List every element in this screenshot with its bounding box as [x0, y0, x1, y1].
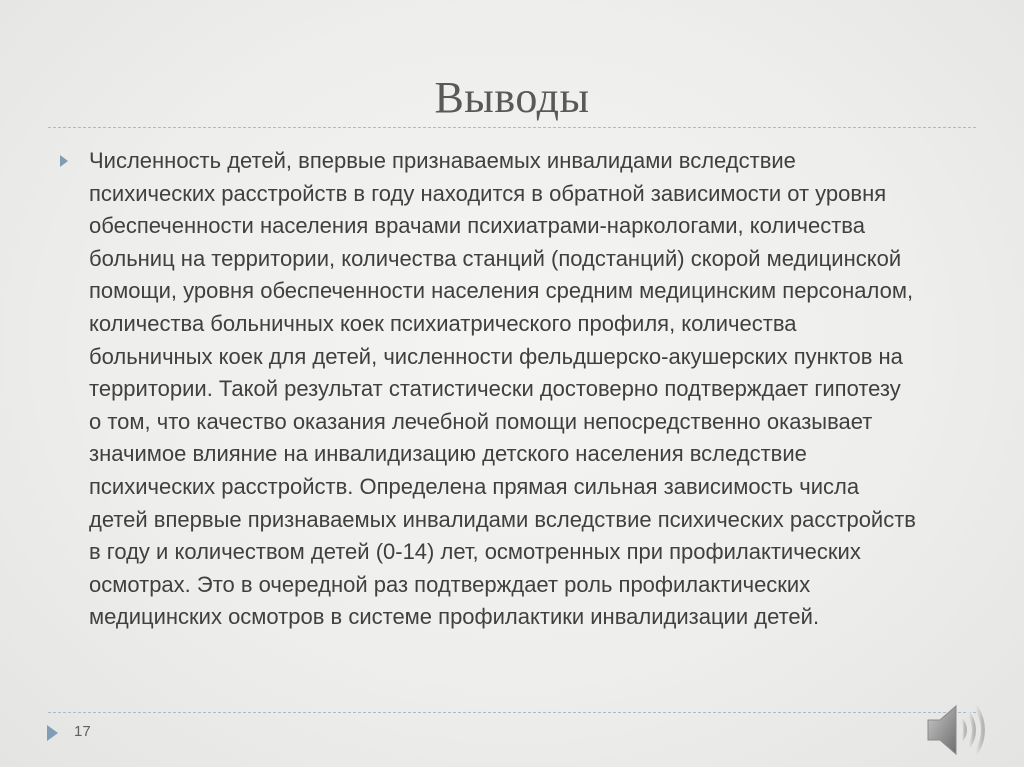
title-divider — [48, 127, 976, 128]
bullet-text: Численность детей, впервые признаваемых инвалидами вследствие психических расстройств в году находится в обратной зависимости от уровня обеспеченности населения врачами психиатрами-наркологами, количества больниц на территории, количества станций (подстанций) скорой медицинской помощи, уровня обеспеченности населения средним медицинским персоналом, количества больничных коек психиатрического профиля, количества больничных коек для детей, численности фельдшерско-акушерских пунктов на территории. Такой результат статистически достоверно подтверждает гипотезу о том, что качество оказания лечебной помощи непосредственно оказывает значимое влияние на инвалидизацию детского населения вследствие психических расстройств. Определена прямая сильная зависимость числа детей впервые признаваемых инвалидами вследствие психических расстройств в году и количеством детей (0-14) лет, осмотренных при профилактических осмотрах. Это в очередной раз подтверждает роль профилактических медицинских осмотров в системе профилактики инвалидизации детей. — [89, 148, 916, 630]
speaker-icon[interactable] — [918, 698, 998, 760]
footer-divider — [48, 712, 976, 713]
footer-triangle-icon — [47, 725, 58, 741]
slide-title: Выводы — [434, 73, 590, 122]
page-number: 17 — [74, 723, 91, 740]
bullet-triangle-icon — [60, 155, 68, 167]
